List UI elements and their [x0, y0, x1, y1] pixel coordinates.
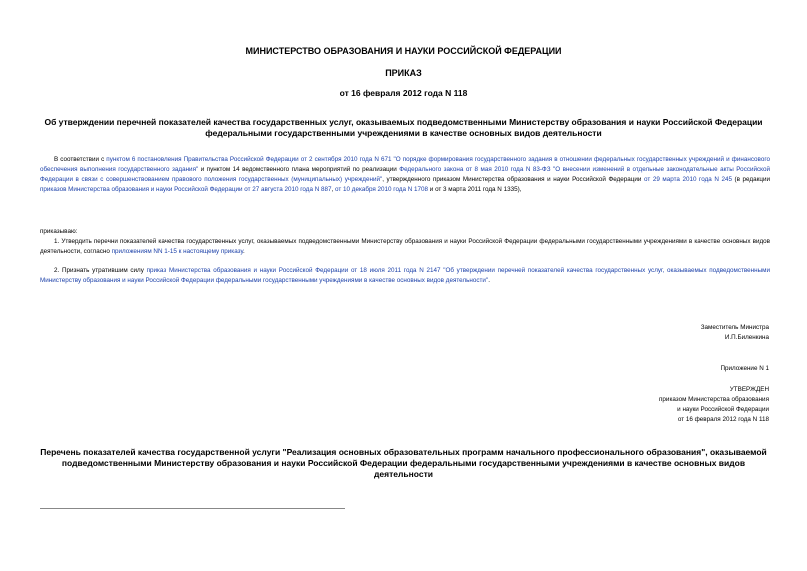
preamble-text-4: (в редакции	[731, 176, 770, 183]
preamble-text-3: , утвержденного приказом Министерства образования и науки Российской Федерации	[382, 176, 644, 183]
item-2-text: 2. Признать утратившим силу	[54, 267, 147, 274]
link-order-2147[interactable]: приказ Министерства образования и науки Российской Федерации от 18 июля 2011 года N 2147 "Об утверждении перечней показателей качества государственных услуг, оказываемых подведомственными Министерству образования и науки Российской Федерации федеральными государственными учреждениями в качестве основных видов деятельности"	[40, 267, 770, 284]
appendix-label: Приложение N 1	[720, 365, 769, 372]
ministry-heading: МИНИСТЕРСТВО ОБРАЗОВАНИЯ И НАУКИ РОССИЙСКОЙ ФЕДЕРАЦИИ	[245, 46, 562, 56]
signature-name: И.П.Биленкина	[724, 334, 769, 341]
item-2-end: .	[488, 277, 490, 284]
link-federal-law-83[interactable]: Федерального закона от 8 мая 2010 года N 83-ФЗ "О внесении изменений в отдельные законодательные акты Российской Федерации в связи с совершенствованием правового положения государственных (муниципальных) учреждений"	[40, 166, 771, 183]
approved-by-line-3: от 16 февраля 2012 года N 118	[677, 416, 769, 423]
footnote-divider	[40, 508, 345, 509]
signature-position: Заместитель Министра	[700, 324, 769, 331]
preamble-text-1: В соответствии с	[54, 156, 107, 163]
preamble-text-5: ,	[331, 186, 336, 193]
approval-block	[659, 385, 769, 425]
link-appendices[interactable]: приложениям NN 1-15 к настоящему приказу	[111, 248, 243, 255]
doc-type-heading: ПРИКАЗ	[385, 68, 422, 78]
item-1-end: .	[242, 248, 245, 255]
appendix-title: Перечень показателей качества государственной услуги "Реализация основных образовательных программ начального профессионального образования", оказываемой подведомственными Министерству образования и науки Российской Федерации федеральными государственными учреждениями в качестве основных видов деятельности	[40, 447, 767, 479]
doc-date-number: от 16 февраля 2012 года N 118	[339, 88, 468, 98]
order-item-2	[40, 266, 770, 286]
link-order-887[interactable]: приказов Министерства образования и науки Российской Федерации от 27 августа 2010 года N 887	[40, 186, 332, 193]
approved-word: УТВЕРЖДЕН	[729, 386, 769, 393]
preamble-paragraph	[40, 155, 770, 195]
link-decree-671[interactable]: пунктом 6 постановления Правительства Российской Федерации от 2 сентября 2010 года N 671 "О порядке формирования государственного задания в отношении федеральных государственных учреждений и финансового обеспечения выполнения государственного задания"	[40, 156, 770, 173]
approved-by-line-2: и науки Российской Федерации	[677, 406, 769, 413]
item-1-text: 1. Утвердить перечни показателей качества государственных услуг, оказываемых подведомственными Министерству образования и науки Российской Федерации федеральными государственными учреждениями в качестве основных видов деятельности, согласно	[40, 238, 770, 255]
link-order-245[interactable]: от 29 марта 2010 года N 245	[644, 176, 732, 183]
order-word: приказываю:	[40, 228, 78, 235]
signature-block	[701, 323, 769, 343]
link-order-1708[interactable]: от 10 декабря 2010 года N 1708	[335, 186, 429, 193]
preamble-text-2: и пунктом 14 ведомственного плана мероприятий по реализации	[198, 166, 400, 173]
order-item-1	[40, 237, 770, 257]
order-title: Об утверждении перечней показателей качества государственных услуг, оказываемых подведомственными Министерству образования и науки Российской Федерации федеральными государственными учреждениями в качестве основных видов деятельности	[44, 117, 763, 138]
approved-by-line-1: приказом Министерства образования	[659, 396, 769, 403]
preamble-text-6: и от 3 марта 2011 года N 1335),	[428, 186, 522, 193]
